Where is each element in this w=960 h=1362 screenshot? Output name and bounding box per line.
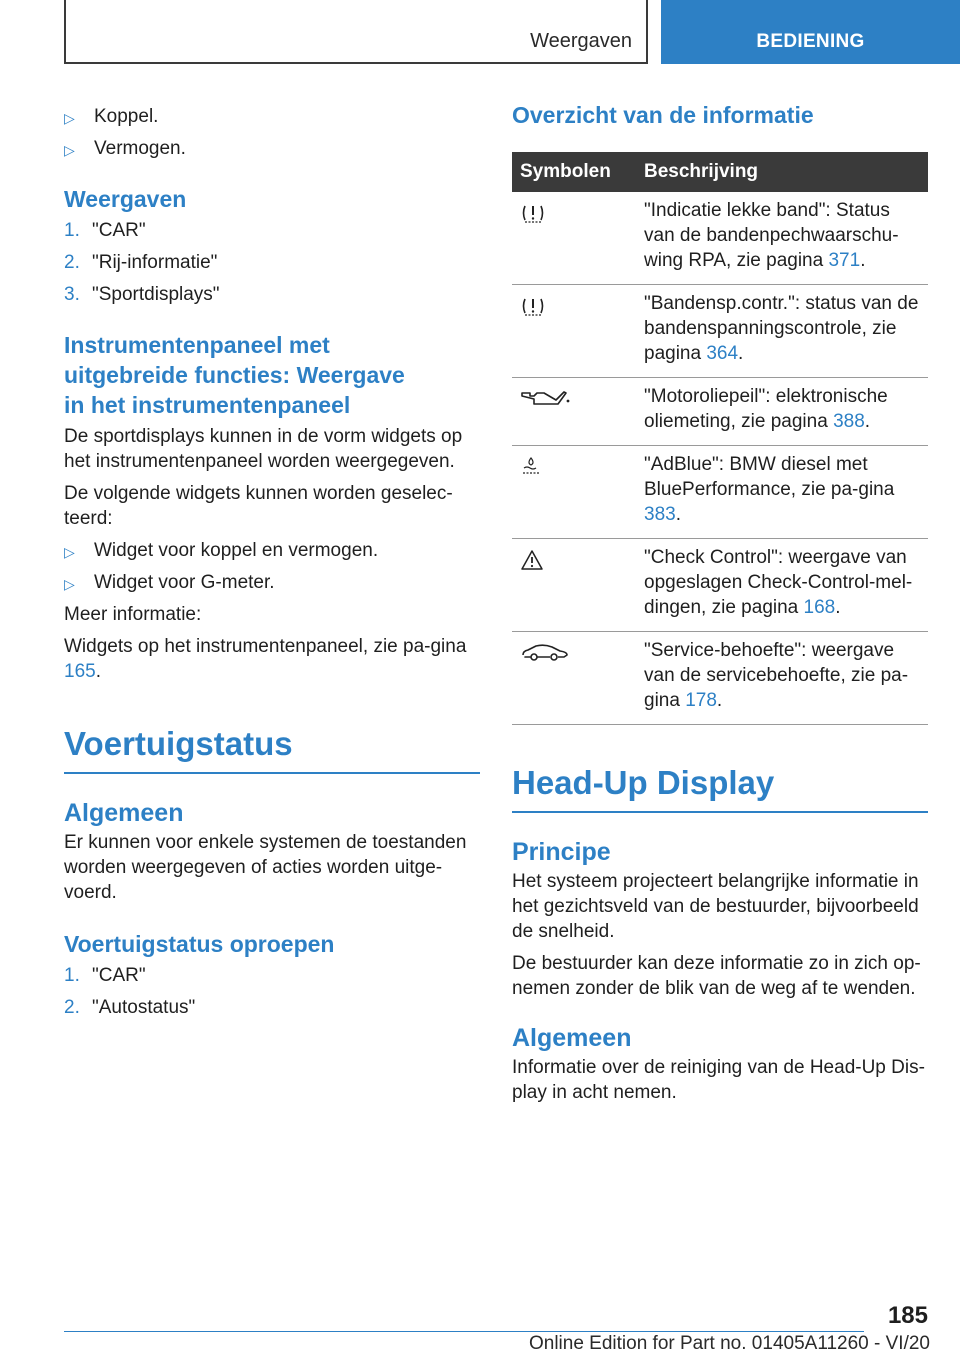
hud-algemeen-heading: Algemeen (512, 1024, 632, 1052)
page-link[interactable]: 383 (644, 504, 676, 525)
table-row: "AdBlue": BMW diesel met BluePerformance, zie pa‐gina 383. (512, 446, 928, 539)
list-item: ▷ Widget voor koppel en vermogen. (64, 538, 480, 563)
paragraph: Het systeem projecteert belangrijke informatie in het gezichtsveld van de bestuurder, bijvoorbeeld de snelheid. (512, 871, 919, 942)
header-frame (64, 0, 648, 64)
table-row: "Check Control": weergave van opgeslagen Check-Control-mel‐dingen, zie pagina 168. (512, 539, 928, 632)
table-row: "Service-behoefte": weergave van de servicebehoefte, zie pa‐gina 178. (512, 632, 928, 725)
page-link[interactable]: 371 (828, 250, 861, 271)
page-link[interactable]: 364 (706, 343, 739, 364)
warning-triangle-icon (520, 549, 544, 571)
page-link[interactable]: 168 (803, 597, 836, 618)
step-item: 2. "Autostatus" (64, 997, 196, 1018)
voertuigstatus-chapter-title: Voertuigstatus (64, 725, 293, 762)
reference-paragraph: Widgets op het instrumentenpaneel, zie pa‐gina 165. (64, 636, 467, 682)
step-item: 1. "CAR" (64, 220, 146, 241)
hud-chapter-title: Head-Up Display (512, 764, 775, 801)
column-header-description: Beschrijving (636, 152, 928, 192)
tire-pressure-monitor-icon (520, 295, 546, 317)
triangle-bullet-icon: ▷ (64, 576, 75, 592)
footer-divider (64, 1331, 864, 1332)
algemeen-heading: Algemeen (64, 799, 184, 827)
weergaven-heading: Weergaven (64, 186, 187, 212)
paragraph: Informatie over de reiniging van de Head-Up Dis‐play in acht nemen. (512, 1057, 925, 1103)
step-item: 1. "CAR" (64, 965, 146, 986)
page-link[interactable]: 165 (64, 661, 96, 682)
table-header-row (512, 152, 928, 192)
left-column (64, 100, 480, 1027)
table-row: "Motoroliepeil": elektronische oliemeting, zie pagina 388. (512, 378, 928, 446)
info-table (512, 152, 928, 725)
table-row: "Indicatie lekke band": Status van de bandenpechwaarschu‐wing RPA, zie pagina 371. (512, 192, 928, 285)
adblue-icon (520, 456, 542, 476)
page-link[interactable]: 178 (685, 690, 717, 711)
paragraph: Er kunnen voor enkele systemen de toestanden worden weergegeven of acties worden uitge‐voerd. (64, 832, 467, 903)
paragraph: De volgende widgets kunnen worden geselec‐teerd: (64, 483, 453, 529)
service-car-icon (520, 642, 570, 662)
paragraph: Meer informatie: (64, 604, 202, 625)
oil-can-icon (520, 388, 572, 408)
page-link[interactable]: 388 (833, 411, 865, 432)
chapter-tab[interactable] (661, 0, 960, 64)
triangle-bullet-icon: ▷ (64, 544, 75, 560)
right-column (512, 100, 928, 1105)
triangle-bullet-icon: ▷ (64, 142, 75, 158)
list-item: ▷ Koppel. (64, 104, 480, 129)
running-section-title: Weergaven (530, 30, 632, 52)
paragraph: De bestuurder kan deze informatie zo in zich op‐nemen zonder de blik van de weg af te wenden. (512, 953, 921, 999)
overzicht-heading: Overzicht van de informatie (512, 102, 814, 128)
edition-note: Online Edition for Part no. 01405A11260 - VI/20 (528, 1333, 930, 1354)
table-row: "Bandensp.contr.": status van de bandenspanningscontrole, zie pagina 364. (512, 285, 928, 378)
step-item: 3. "Sportdisplays" (64, 284, 220, 305)
column-header-symbols: Symbolen (512, 152, 636, 192)
page-number: 185 (887, 1302, 928, 1329)
triangle-bullet-icon: ▷ (64, 110, 75, 126)
paragraph: De sportdisplays kunnen in de vorm widgets op het instrumentenpaneel worden weergegeven. (64, 426, 463, 472)
principe-heading: Principe (512, 838, 611, 866)
chapter-tab-label: BEDIENING (756, 31, 865, 52)
oproepen-heading: Voertuigstatus oproepen (64, 931, 335, 957)
list-item: ▷ Widget voor G-meter. (64, 570, 480, 595)
step-item: 2. "Rij-informatie" (64, 252, 218, 273)
list-item: ▷ Vermogen. (64, 136, 480, 161)
instrument-panel-heading: Instrumentenpaneel met uitgebreide functies: Weergave in het instrumentenpaneel (64, 332, 405, 418)
tire-pressure-warning-icon (520, 202, 546, 224)
